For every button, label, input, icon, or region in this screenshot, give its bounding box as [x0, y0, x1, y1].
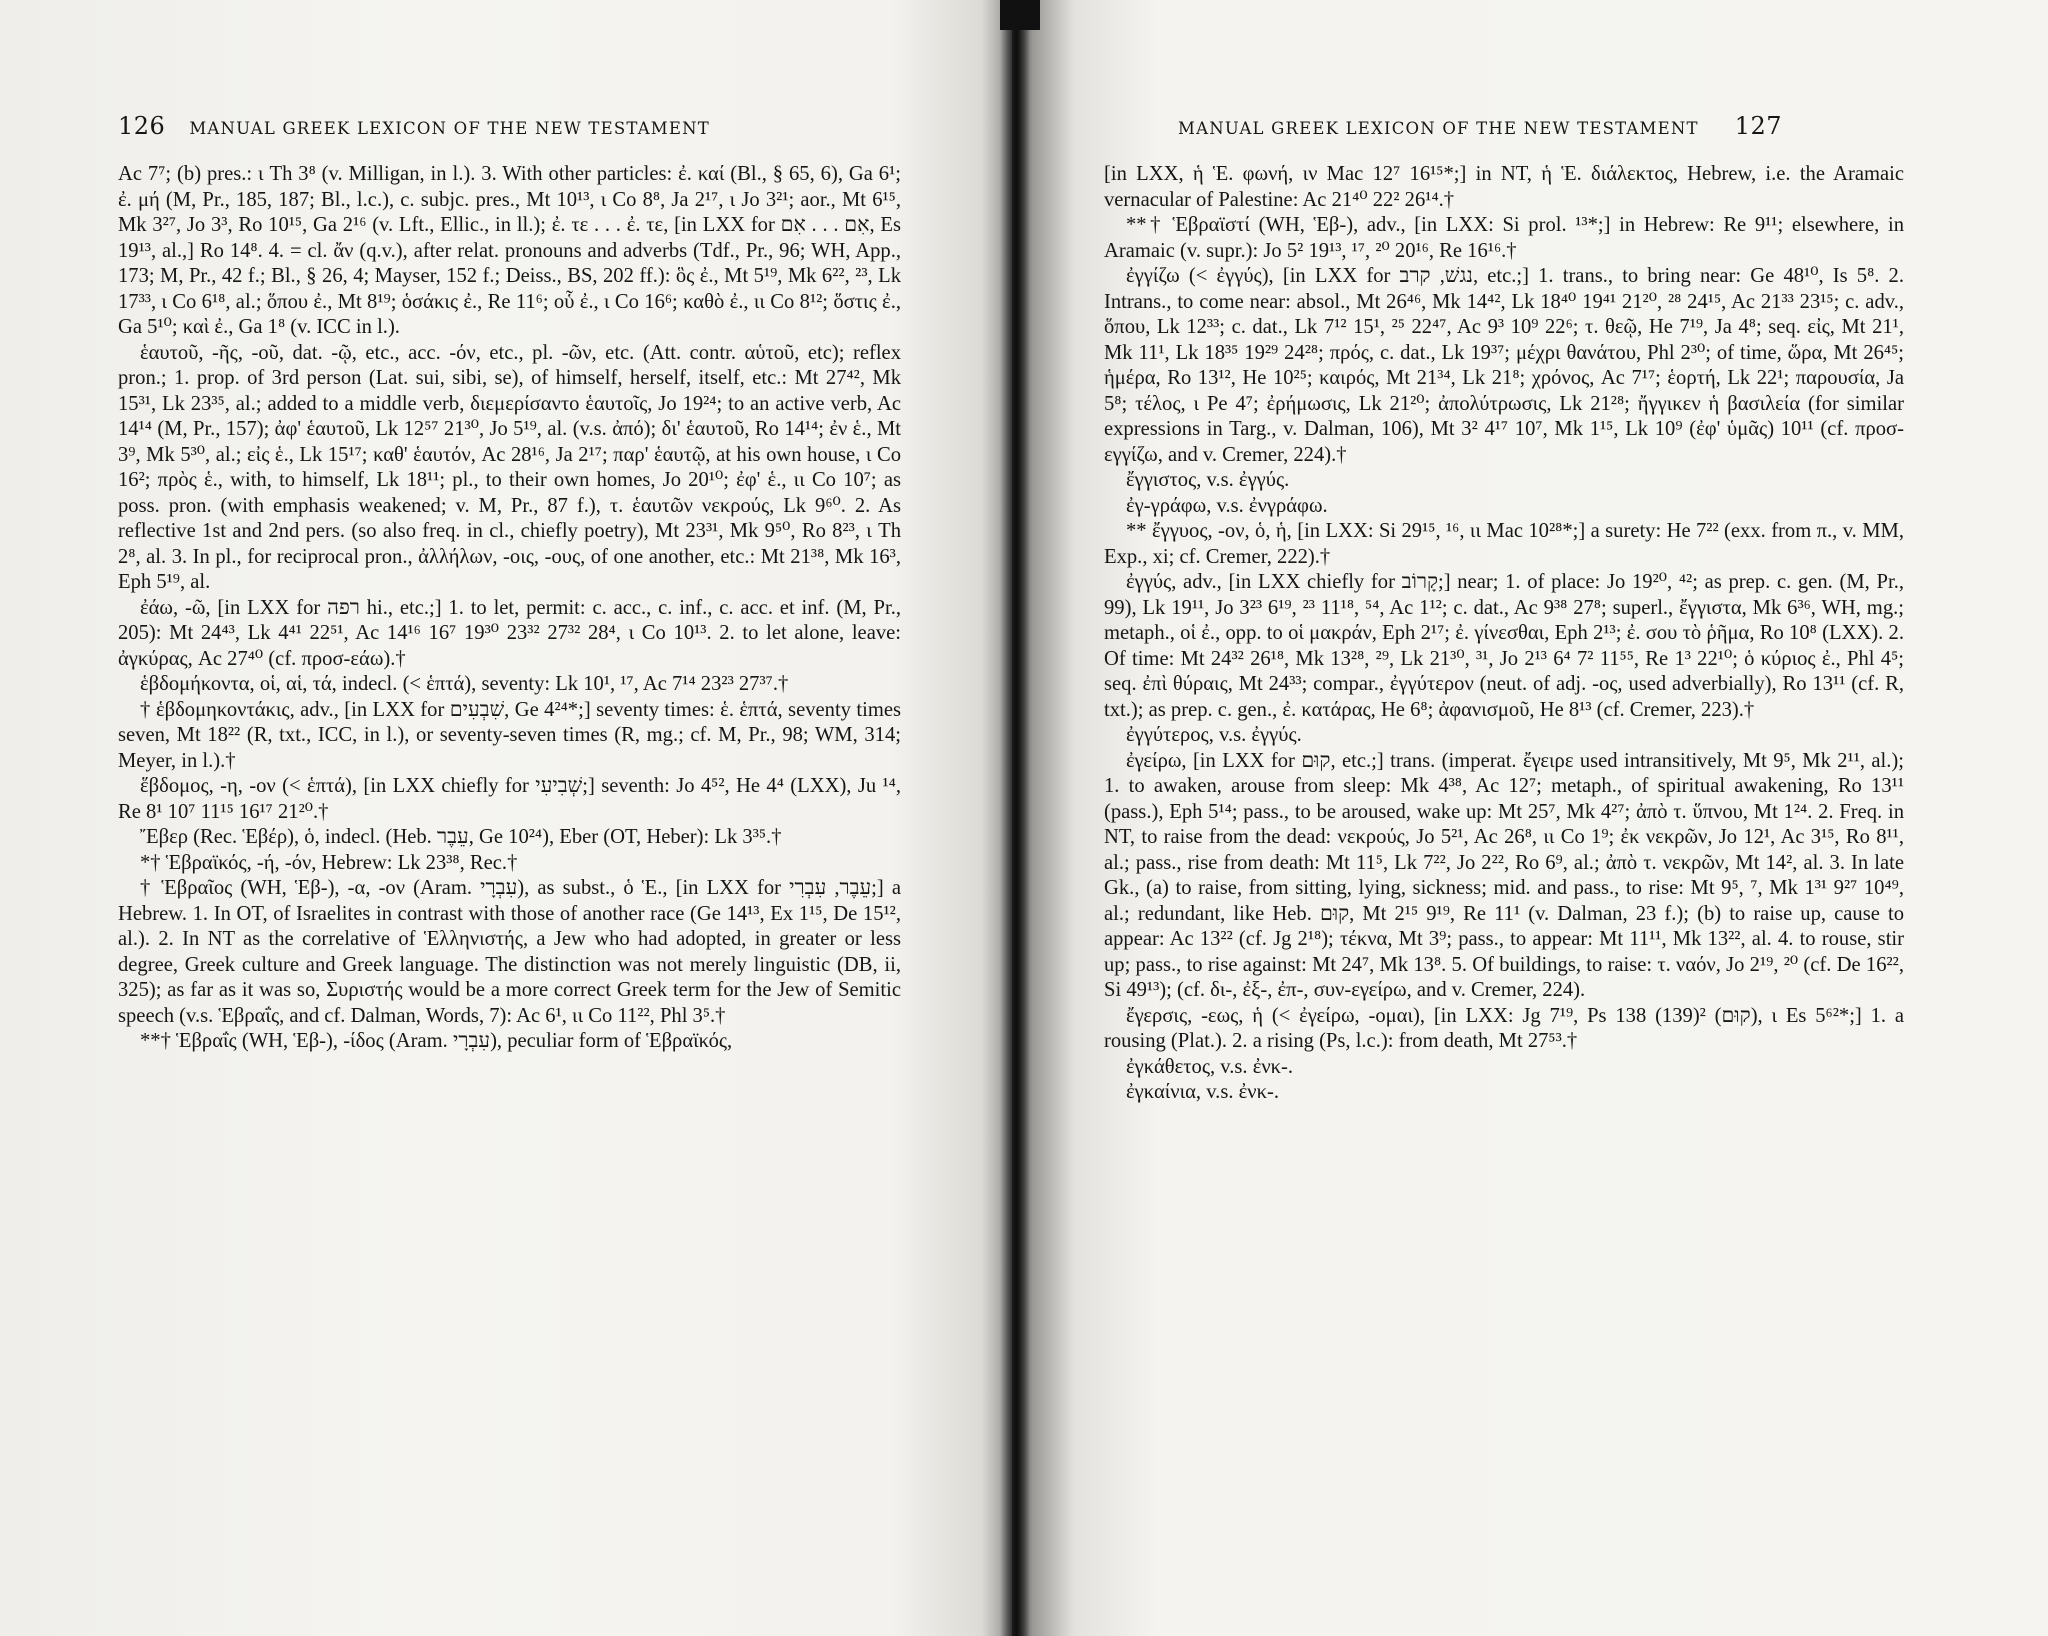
right-page-body — [1104, 162, 1904, 1106]
lexicon-entry: ** ἔγγυος, -ον, ὁ, ἡ, [in LXX: Si 29¹⁵, ¹⁶, ιι Mac 10²⁸*;] a surety: He 7²² (exx. from π., v. MM, Exp., xi; cf. Cremer, 222).† — [1104, 520, 1904, 568]
left-page — [0, 0, 1012, 1636]
lexicon-entry: ἐγγίζω (< ἐγγύς), [in LXX for נגשׁ, קרב, etc.;] 1. trans., to bring near: Ge 48¹⁰, Is 5⁸. 2. Intrans., to come near: absol., Mt 26⁴⁶, Mk 14⁴², Lk 18⁴⁰ 19⁴¹ 21²⁰, ²⁸ 24¹⁵, Ac 21³³ 23¹⁵; c. adv., ὅπου, Lk 12³³; c. dat., Lk 7¹² 15¹, ²⁵ 22⁴⁷, Ac 9³ 10⁹ 22⁶; τ. θεῷ, He 7¹⁹, Ja 4⁸; seq. εἰς, Mt 21¹, Mk 11¹, Lk 18³⁵ 19²⁹ 24²⁸; πρός, c. dat., Lk 19³⁷; μέχρι θανάτου, Phl 2³⁰; of time, ὥρα, Mt 26⁴⁵; ἡμέρα, Ro 13¹², He 10²⁵; καιρός, Mt 21³⁴, Lk 21⁸; χρόνος, Ac 7¹⁷; ἑορτή, Lk 22¹; παρουσία, Ja 5⁸; τέλος, ι Pe 4⁷; ἐρήμωσις, Lk 21²⁰; ἀπολύτρωσις, Lk 21²⁸; ἤγγικεν ἡ βασιλεία (for similar expressions in Targ., v. Dalman, 106), Mt 3² 4¹⁷ 10⁷, Mk 1¹⁵, Lk 10⁹ (ἐφ' ὑμᾶς) 10¹¹ (cf. προσ-εγγίζω, and v. Cremer, 224).† — [1104, 265, 1905, 466]
lexicon-entry: ἔγερσις, -εως, ἡ (< ἐγείρω, -ομαι), [in LXX: Jg 7¹⁹, Ps 138 (139)² (קוּם), ι Es 5⁶²*;] 1. a rousing (Plat.). 2. a rising (Ps, l.c.): from death, Mt 27⁵³.† — [1104, 1004, 1904, 1052]
lexicon-entry: ἐγκάθετος, v.s. ἐνκ-. — [1126, 1055, 1294, 1078]
left-running-head: MANUAL GREEK LEXICON OF THE NEW TESTAMENT — [189, 119, 710, 138]
lexicon-entry: ἐγ-γράφω, v.s. ἐνγράφω. — [1126, 494, 1328, 517]
lexicon-entry: ἐγκαίνια, v.s. ἐνκ-. — [1126, 1081, 1279, 1103]
lexicon-entry: ἔγγιστος, v.s. ἐγγύς. — [1126, 469, 1290, 491]
lexicon-entry: Ac 7⁷; (b) pres.: ι Th 3⁸ (v. Milligan, in l.). 3. With other particles: ἐ. καί (Bl., § 65, 6), Ga 6¹; ἐ. μή (M, Pr., 185, 187; Bl., l.c.), c. subjc. pres., Mt 10¹³, ι Co 8⁸, Ja 2¹⁷, ι Jo 3²¹; aor., Mt 6¹⁵, Mk 3²⁷, Jo 3³, Ro 10¹⁵, Ga 2¹⁶ (v. Lft., Ellic., in ll.); ἐ. τε . . . ἐ. τε, [in LXX for אִם . . . אִם, Es 19¹³, al.,] Ro 14⁸. 4. = cl. ἄν (q.v.), after relat. pronouns and adverbs (Tdf., Pr., 96; WH, App., 173; M, Pr., 42 f.; Bl., § 26, 4; Mayser, 152 f.; Deiss., BS, 202 ff.): ὃς ἐ., Mt 5¹⁹, Mk 6²², ²³, Lk 17³³, ι Co 6¹⁸, al.; ὅπου ἐ., Mt 8¹⁹; ὁσάκις ἐ., Re 11⁶; οὗ ἐ., ι Co 16⁶; καθὸ ἐ., ιι Co 8¹²; ὅστις ἐ., Ga 5¹⁰; καὶ ἐ., Ga 1⁸ (v. ICC in l.). — [118, 163, 901, 338]
lexicon-entry: ἕβδομος, -η, -ον (< ἑπτά), [in LXX chiefly for שְׁבִיעִי;] seventh: Jo 4⁵², He 4⁴ (LXX), Ju ¹⁴, Re 8¹ 10⁷ 11¹⁵ 16¹⁷ 21²⁰.† — [118, 775, 902, 823]
lexicon-entry: *† Ἑβραϊκός, -ή, -όν, Hebrew: Lk 23³⁸, Rec.† — [140, 851, 518, 874]
right-page — [1012, 0, 2048, 1636]
left-page-body — [118, 162, 901, 1055]
lexicon-entry: † ἑβδομηκοντάκις, adv., [in LXX for שִׁבְעִים, Ge 4²⁴*;] seventy times: ἑ. ἑπτά, seventy times seven, Mt 18²² (R, txt., ICC, in l.), or seventy-seven times (R, mg.; cf. M, Pr., 98; WM, 314; Meyer, in l.).† — [118, 698, 901, 772]
lexicon-entry: ἑβδομήκοντα, οἱ, αἱ, τά, indecl. (< ἑπτά), seventy: Lk 10¹, ¹⁷, Ac 7¹⁴ 23²³ 27³⁷.† — [140, 673, 789, 695]
left-page-number: 126 — [118, 112, 166, 140]
right-page-number: 127 — [1734, 112, 1782, 140]
lexicon-entry: ἑαυτοῦ, -ῆς, -οῦ, dat. -ῷ, etc., acc. -όν, etc., pl. -ῶν, etc. (Att. contr. αὑτοῦ, etc); reflex pron.; 1. prop. of 3rd person (Lat. sui, sibi, se), of himself, herself, itself, etc.: Mt 27⁴², Mk 15³¹, Lk 23³⁵, al.; added to a middle verb, διεμερίσαντο ἑαυτοῖς, Jo 19²⁴; to an active verb, Ac 14¹⁴ (M, Pr., 157); ἀφ' ἑαυτοῦ, Lk 12⁵⁷ 21³⁰, Jo 5¹⁹, al. (v.s. ἀπό); δι' ἑαυτοῦ, Ro 14¹⁴; ἐν ἑ., Mt 3⁹, Mk 5³⁰, al.; εἰς ἑ., Lk 15¹⁷; καθ' ἑαυτόν, Ac 28¹⁶, Ja 2¹⁷; παρ' ἑαυτῷ, at his own house, ι Co 16²; πρὸς ἑ., with, to himself, Lk 18¹¹; pl., to their own homes, Jo 20¹⁰; ἐφ' ἑ., ιι Co 10⁷; as poss. pron. (with emphasis weakened; v. M, Pr., 87 f.), τ. ἑαυτῶν νεκρούς, Lk 9⁶⁰. 2. As reflective 1st and 2nd pers. (so also freq. in cl., chiefly poetry), Mt 23³¹, Mk 9⁵⁰, Ro 8²³, ι Th 2⁸, al. 3. In pl., for reciprocal pron., ἀλλήλων, -οις, -ους, of one another, etc.: Mt 21³⁸, Mk 16³, Eph 5¹⁹, al. — [118, 341, 901, 593]
lexicon-entry: ἐγγύς, adv., [in LXX chiefly for קָרוֹב;] near; 1. of place: Jo 19²⁰, ⁴²; as prep. c. gen. (M, Pr., 99), Lk 19¹¹, Jo 3²³ 6¹⁹, ²³ 11¹⁸, ⁵⁴, Ac 1¹²; c. dat., Ac 9³⁸ 27⁸; superl., ἔγγιστα, Mk 6³⁶, WH, mg.; metaph., οἱ ἐ., opp. to οἱ μακράν, Eph 2¹⁷; ἐ. γίνεσθαι, Eph 2¹³; ἐ. σου τὸ ῥῆμα, Ro 10⁸ (LXX). 2. Of time: Mt 24³² 26¹⁸, Mk 13²⁸, ²⁹, Lk 21³⁰, ³¹, Jo 2¹³ 6⁴ 7² 11⁵⁵, Re 1³ 22¹⁰; ὁ κύριος ἐ., Phl 4⁵; seq. ἐπὶ θύραις, Mt 24³³; compar., ἐγγύτερον (neut. of adj. -ος, used adverbially), Ro 13¹¹ (cf. R, txt.); as prep. c. gen., ἐ. κατάρας, He 6⁸; ἀφανισμοῦ, He 8¹³ (cf. Cremer, 223).† — [1104, 571, 1905, 721]
right-page-header — [1178, 112, 1782, 146]
lexicon-entry: **† Ἑβραϊστί (WH, Ἑβ-), adv., [in LXX: Si prol. ¹³*;] in Hebrew: Re 9¹¹; elsewhere, in Aramaic (v. supr.): Jo 5² 19¹³, ¹⁷, ²⁰ 20¹⁶, Re 16¹⁶.† — [1104, 214, 1904, 262]
left-page-header — [118, 112, 710, 146]
lexicon-entry: [in LXX, ἡ Ἑ. φωνή, ιν Mac 12⁷ 16¹⁵*;] in NT, ἡ Ἑ. διάλεκτος, Hebrew, i.e. the Aramaic vernacular of Palestine: Ac 21⁴⁰ 22² 26¹⁴.† — [1104, 163, 1904, 211]
right-running-head: MANUAL GREEK LEXICON OF THE NEW TESTAMENT — [1178, 119, 1699, 138]
lexicon-entry: **† Ἑβραΐς (WH, Ἑβ-), -ίδος (Aram. עִבְרָי), peculiar form of Ἑβραϊκός, — [140, 1030, 733, 1052]
lexicon-entry: † Ἑβραῖος (WH, Ἑβ-), -α, -ον (Aram. עִבְרָי), as subst., ὁ Ἑ., [in LXX for עֵבֶר, עִבְרִי;] a Hebrew. 1. In OT, of Israelites in contrast with those of another race (Ge 14¹³, Ex 1¹⁵, De 15¹², al.). 2. In NT as the correlative of Ἑλληνιστής, a Jew who had adopted, in greater or less degree, Greek culture and Greek language. The distinction was not merely linguistic (DB, ii, 325); as far as it was so, Συριστής would be a more correct Greek term for the Jew of Semitic speech (v.s. Ἑβραΐς, and cf. Dalman, Words, 7): Ac 6¹, ιι Co 11²², Phl 3⁵.† — [118, 877, 901, 1027]
lexicon-entry: Ἔβερ (Rec. Ἑβέρ), ὁ, indecl. (Heb. עֵבֶר, Ge 10²⁴), Eber (OT, Heber): Lk 3³⁵.† — [140, 826, 782, 848]
lexicon-entry: ἐάω, -ῶ, [in LXX for רפה hi., etc.;] 1. to let, permit: c. acc., c. inf., c. acc. et inf. (M, Pr., 205): Mt 24⁴³, Lk 4⁴¹ 22⁵¹, Ac 14¹⁶ 16⁷ 19³⁰ 23³² 27³² 28⁴, ι Co 10¹³. 2. to let alone, leave: ἀγκύρας, Ac 27⁴⁰ (cf. προσ-εάω).† — [118, 596, 901, 670]
book-spine-shadow — [1000, 0, 1040, 30]
lexicon-entry: ἐγγύτερος, v.s. ἐγγύς. — [1126, 724, 1302, 746]
lexicon-entry: ἐγείρω, [in LXX for קוּם, etc.;] trans. (imperat. ἔγειρε used intransitively, Mt 9⁵, Mk 2¹¹, al.); 1. to awaken, arouse from sleep: Mk 4³⁸, Ac 12⁷; metaph., of spiritual awakening, Ro 13¹¹ (pass.), Eph 5¹⁴; pass., to be aroused, wake up: Mt 25⁷, Mk 4²⁷; ἀπὸ τ. ὕπνου, Mt 1²⁴. 2. Freq. in NT, to raise from the dead: νεκρούς, Jo 5²¹, Ac 26⁸, ιι Co 1⁹; ἐκ νεκρῶν, Jo 12¹, Ac 3¹⁵, Ro 8¹¹, al.; pass., rise from death: Mt 11⁵, Lk 7²², Jo 2²², Ro 6⁹, al.; ἀπὸ τ. νεκρῶν, Mt 14², al. 3. In late Gk., (a) to raise, from sitting, lying, sickness; mid. and pass., to rise: Mt 9⁵, ⁷, Mk 1³¹ 9²⁷ 10⁴⁹, al.; redundant, like Heb. קוּם, Mt 2¹⁵ 9¹⁹, Re 11¹ (v. Dalman, 23 f.); (b) to raise up, cause to appear: Ac 13²² (cf. Jg 2¹⁸); τέκνα, Mt 3⁹; pass., to appear: Mt 11¹¹, Mk 13²², al. 4. to rouse, stir up; pass., to rise against: Mt 24⁷, Mk 13⁸. 5. Of buildings, to raise: τ. ναόν, Jo 2¹⁹, ²⁰ (cf. De 16²², Si 49¹³); (cf. δι-, ἐξ-, ἐπ-, συν-εγείρω, and v. Cremer, 224). — [1104, 749, 1905, 1001]
